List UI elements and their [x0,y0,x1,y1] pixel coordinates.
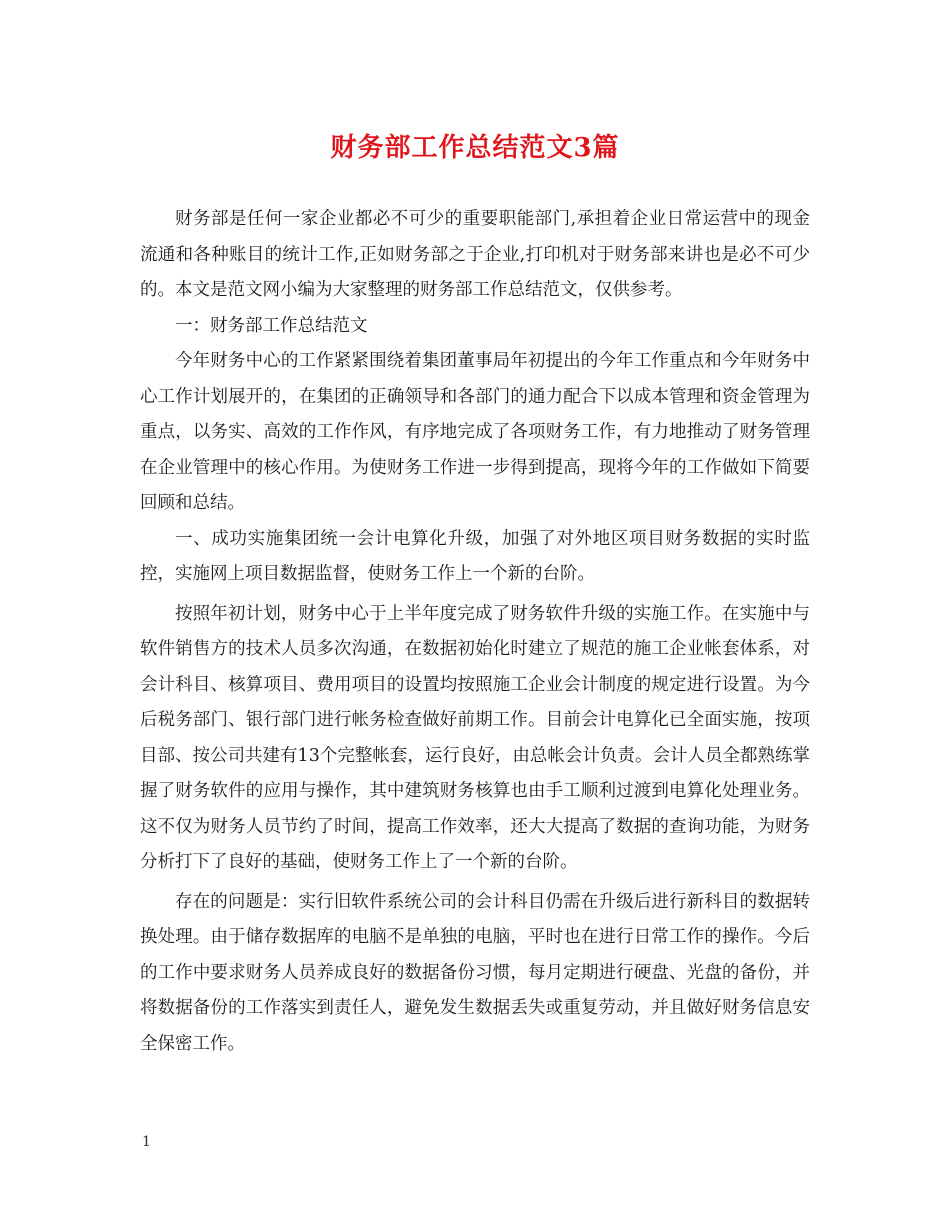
body-paragraph: 今年财务中心的工作紧紧围绕着集团董事局年初提出的今年工作重点和今年财务中心工作计划展开的，在集团的正确领导和各部门的通力配合下以成本管理和资金管理为重点，以务实、高效的工作作风，有序地完成了各项财务工作，有力地推动了财务管理在企业管理中的核心作用。为使财务工作进一步得到提高，现将今年的工作做如下简要回顾和总结。 [140,351,810,513]
page-number: 1 [142,1134,151,1150]
document-title: 财务部工作总结范文3篇 [330,133,620,163]
section-heading: 一：财务部工作总结范文 [175,315,368,336]
intro-paragraph: 财务部是任何一家企业都必不可少的重要职能部门,承担着企业日常运营中的现金流通和各种账目的统计工作,正如财务部之于企业,打印机对于财务部来讲也是必不可少的。本文是范文网小编为大家整理的财务部工作总结范文，仅供参考。 [140,209,810,300]
body-paragraph: 按照年初计划，财务中心于上半年度完成了财务软件升级的实施工作。在实施中与软件销售方的技术人员多次沟通，在数据初始化时建立了规范的施工企业帐套体系，对会计科目、核算项目、费用项目的设置均按照施工企业会计制度的规定进行设置。为今后税务部门、银行部门进行帐务检查做好前期工作。目前会计电算化已全面实施，按项目部、按公司共建有13个完整帐套，运行良好，由总帐会计负责。会计人员全都熟练掌握了财务软件的应用与操作，其中建筑财务核算也由手工顺利过渡到电算化处理业务。这不仅为财务人员节约了时间，提高工作效率，还大大提高了数据的查询功能，为财务分析打下了良好的基础，使财务工作上了一个新的台阶。 [140,603,810,872]
document-body [140,202,810,1062]
body-paragraph: 一、成功实施集团统一会计电算化升级，加强了对外地区项目财务数据的实时监控，实施网上项目数据监督，使财务工作上一个新的台阶。 [140,528,810,584]
body-paragraph: 存在的问题是：实行旧软件系统公司的会计科目仍需在升级后进行新科目的数据转换处理。由于储存数据库的电脑不是单独的电脑，平时也在进行日常工作的操作。今后的工作中要求财务人员养成良好的数据备份习惯，每月定期进行硬盘、光盘的备份，并将数据备份的工作落实到责任人，避免发生数据丢失或重复劳动，并且做好财务信息安全保密工作。 [140,891,810,1054]
